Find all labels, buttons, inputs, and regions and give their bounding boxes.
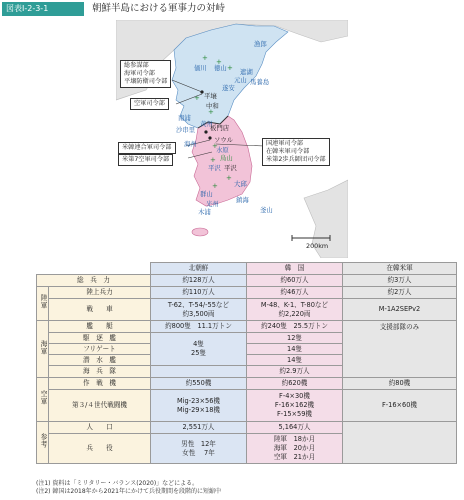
table-corner (37, 263, 151, 275)
map-label-north: 遂安 (222, 84, 235, 92)
cell-us: 支援部隊のみ (343, 321, 457, 378)
cell-north: Mig-23×56機 Mig-29×18機 (151, 390, 247, 422)
row-label: 海 兵 隊 (49, 366, 151, 378)
map-label-south: 鎮海 (236, 196, 249, 204)
cell-south: 約2.9万人 (247, 366, 343, 378)
city-dot (204, 130, 207, 133)
row-label: 第３/４世代戦闘機 (49, 390, 151, 422)
row-label: 戦 車 (49, 299, 151, 321)
map-label-south: 光州 (206, 200, 219, 208)
map-label-north: 遮湖 (240, 68, 253, 76)
figure-label: 図表Ⅰ-2-3-1 (2, 2, 84, 16)
section-label-air: 空軍 (37, 378, 49, 422)
row-label: 作 戦 機 (49, 378, 151, 390)
callout-us-7af: 米第7空軍司令部 (118, 154, 173, 166)
col-header-south: 韓 国 (247, 263, 343, 275)
map-label-south: 平沢 (224, 164, 237, 172)
airbase-marker: + (212, 142, 218, 150)
cell-north: 4隻 25隻 (151, 333, 247, 366)
airbase-marker: + (208, 108, 214, 116)
map-label-north: 沙串里 (176, 126, 196, 134)
map-label-south: 烏山 (220, 154, 233, 162)
figure-header (0, 0, 464, 18)
table-row (37, 321, 457, 333)
cell-south: 14隻 (247, 344, 343, 355)
callout-nk-general-staff: 総参謀部 海軍司令部 平壌防衛司令部 (120, 60, 171, 88)
map-label-seoul: ソウル (214, 136, 233, 144)
map-label-north: 馬養島 (250, 78, 270, 86)
callout-nk-air-command: 空軍司令部 (130, 98, 169, 110)
cell-north: 2,551万人 (151, 422, 247, 434)
row-label: 陸上兵力 (49, 287, 151, 299)
table-row (37, 390, 457, 422)
cell-south: F-4×30機 F-16×162機 F-15×59機 (247, 390, 343, 422)
figure-title: 朝鮮半島における軍事力の対峙 (92, 3, 226, 14)
table-row (37, 378, 457, 390)
cell-us: F-16×60機 (343, 390, 457, 422)
cell-south: 14隻 (247, 355, 343, 366)
col-header-us: 在韓米軍 (343, 263, 457, 275)
airbase-marker: + (216, 58, 222, 66)
row-label: 兵 役 (49, 434, 151, 464)
map-label-north: 価川 (194, 64, 207, 72)
cell-north: T-62、T-54/-55など 約3,500両 (151, 299, 247, 321)
cell-north: 約110万人 (151, 287, 247, 299)
map-scale-label: 200km (306, 242, 329, 250)
cell-north: 男性 12年 女性 7年 (151, 434, 247, 464)
map-label-north: 海州 (184, 140, 197, 148)
cell-south: 陸軍 18か月 海軍 20か月 空軍 21か月 (247, 434, 343, 464)
cell-south: 約240隻 25.5万トン (247, 321, 343, 333)
map-label-north: 中和 (206, 102, 219, 110)
footnote: (注1) 資料は「ミリタリー・バランス(2020)」などによる。 (36, 480, 199, 487)
airbase-marker: + (210, 156, 216, 164)
city-dot (208, 136, 211, 139)
col-header-north: 北朝鮮 (151, 263, 247, 275)
row-label: 駆 逐 艦 (49, 333, 151, 344)
map-label-panmunjom: 板門店 (210, 124, 230, 132)
cell-us: 約80機 (343, 378, 457, 390)
map-label-north: 漁郎 (254, 40, 267, 48)
row-label: 艦 艇 (49, 321, 151, 333)
cell-south: 約620機 (247, 378, 343, 390)
map-label-south: 群山 (200, 190, 213, 198)
map-label-south: 平沢 (208, 164, 221, 172)
korean-peninsula-map (116, 20, 348, 258)
section-label-navy: 海軍 (37, 321, 49, 378)
cell-south: 約60万人 (247, 275, 343, 287)
row-label: 人 口 (49, 422, 151, 434)
jeju-island (192, 228, 208, 236)
airbase-marker: + (212, 182, 218, 190)
table-row (37, 422, 457, 434)
military-force-table (36, 262, 457, 464)
airbase-marker: + (226, 174, 232, 182)
cell-us (343, 422, 457, 464)
cell-us: M-1A2SEPv2 (343, 299, 457, 321)
section-label-reference: 参考 (37, 422, 49, 464)
cell-north: 約128万人 (151, 275, 247, 287)
footnote: (注2) 韓国は2018年から2021年にかけて兵役期間を段階的に短縮中 (36, 488, 221, 495)
cell-north: 約550機 (151, 378, 247, 390)
map-label-north: 南浦 (178, 114, 191, 122)
cell-north: 約800隻 11.1万トン (151, 321, 247, 333)
callout-combined-forces: 米韓連合軍司令部 (118, 142, 176, 154)
map-label-south: 水原 (216, 146, 229, 154)
map-label-north: 徳山 (214, 64, 227, 72)
map-label-south: 釜山 (260, 206, 273, 214)
row-label: 総 兵 力 (37, 275, 151, 287)
map-label-north: 元山 (234, 76, 247, 84)
table-row (37, 275, 457, 287)
cell-us: 約3万人 (343, 275, 457, 287)
cell-south: 12隻 (247, 333, 343, 344)
map-label-south: 大邱 (234, 180, 247, 188)
airbase-marker: + (194, 94, 200, 102)
map-label-north: 黄州 (200, 120, 213, 128)
row-label: フリゲート (49, 344, 151, 355)
callout-south-hq: 国連軍司令部 在韓米軍司令部 米第2歩兵師団司令部 (262, 138, 330, 166)
airbase-marker: + (202, 54, 208, 62)
cell-south: 5,164万人 (247, 422, 343, 434)
cell-south: 約46万人 (247, 287, 343, 299)
airbase-marker: + (227, 64, 233, 72)
row-label: 潜 水 艦 (49, 355, 151, 366)
map-label-pyongyang: 平壌 (204, 92, 217, 100)
cell-north (151, 366, 247, 378)
table-row (37, 287, 457, 299)
map-label-south: 木浦 (198, 208, 211, 216)
table-row (37, 299, 457, 321)
cell-south: M-48、K-1、T-80など 約2,220両 (247, 299, 343, 321)
section-label-army: 陸軍 (37, 287, 49, 321)
cell-us: 約2万人 (343, 287, 457, 299)
footnotes (36, 480, 221, 496)
